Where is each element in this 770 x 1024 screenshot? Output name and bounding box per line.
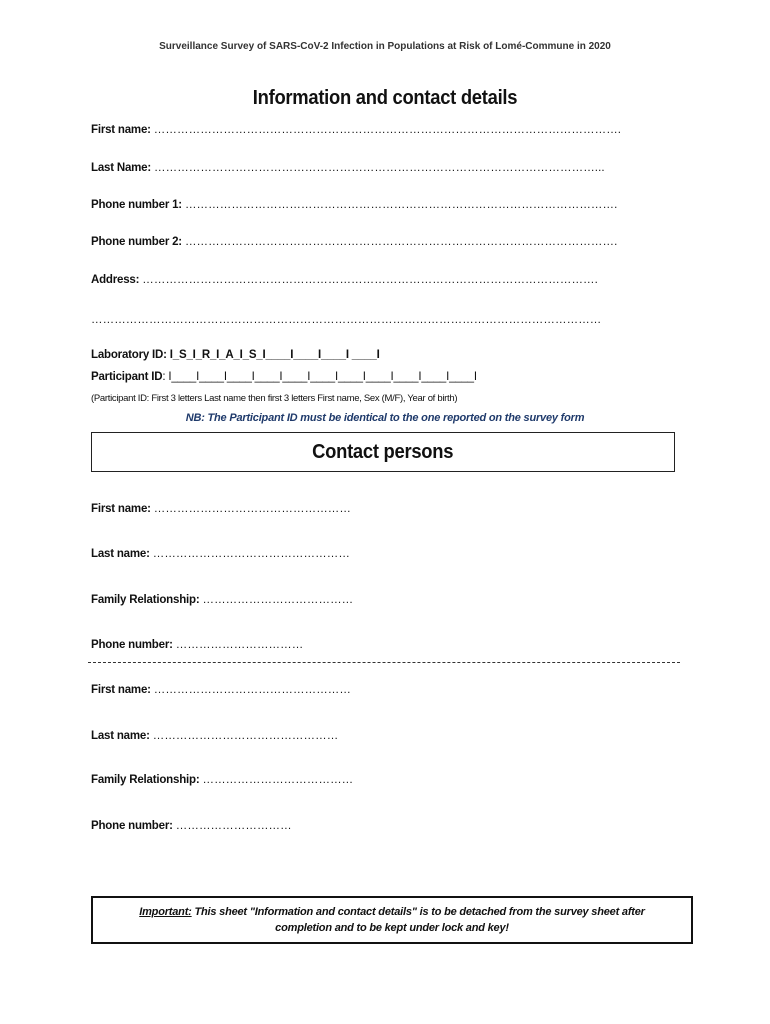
contact1-relationship-field[interactable] (91, 594, 353, 606)
contact2-last-name-blank: ………………………………………… (152, 730, 339, 742)
contact2-phone-field[interactable] (91, 820, 292, 832)
address-blank: ………………………………………………………………………………………………………. (142, 274, 598, 286)
contact1-last-name-field[interactable] (91, 548, 350, 560)
important-notice-line-1 (139, 904, 645, 920)
contacts-divider (88, 662, 680, 663)
contact2-last-name-label: Last name: (91, 730, 150, 742)
phone-number-1-field[interactable] (91, 199, 671, 211)
phone-number-1-blank: …………………………………………………………………………………………………. (184, 199, 618, 211)
contact2-last-name-field[interactable] (91, 730, 338, 742)
contact2-first-name-label: First name: (91, 684, 151, 696)
laboratory-id[interactable]: Laboratory ID: I_S_I_R_I_A_I_S_I____I____I____I ____I (91, 349, 380, 361)
participant-id-boxes: : I____I____I____I____I____I____I____I____I____I____I____I (162, 371, 477, 383)
phone-number-1-label: Phone number 1: (91, 199, 182, 211)
contact1-phone-label: Phone number: (91, 639, 173, 651)
important-text-1: This sheet "Information and contact details" is to be detached from the survey sheet after (191, 906, 645, 918)
contact1-relationship-blank: ………………………………… (202, 594, 354, 606)
contact2-phone-label: Phone number: (91, 820, 173, 832)
contact2-phone-blank: ………………………… (175, 820, 292, 832)
section-title-contacts: Contact persons (312, 440, 454, 463)
contact-persons-header-box (91, 432, 675, 472)
important-label: Important: (139, 906, 192, 918)
contact2-first-name-blank: …………………………………………… (153, 684, 351, 696)
address-line-2-blank: …………………………………………………………………………………………………………………… (91, 314, 602, 326)
contact1-phone-field[interactable] (91, 639, 303, 651)
last-name-field[interactable] (91, 162, 671, 174)
first-name-field[interactable] (91, 124, 671, 136)
phone-number-2-blank: …………………………………………………………………………………………………. (184, 236, 618, 248)
section-title-information: Information and contact details (252, 87, 518, 109)
contact1-first-name-label: First name: (91, 503, 151, 515)
address-field[interactable] (91, 274, 671, 286)
contact1-relationship-label: Family Relationship: (91, 594, 200, 606)
phone-number-2-label: Phone number 2: (91, 236, 182, 248)
important-notice-box (91, 896, 693, 944)
contact1-last-name-label: Last name: (91, 548, 150, 560)
important-notice-line-2: completion and to be kept under lock and key! (275, 922, 509, 934)
contact1-first-name-blank: …………………………………………… (153, 503, 351, 515)
address-label: Address: (91, 274, 140, 286)
phone-number-2-field[interactable] (91, 236, 671, 248)
contact2-relationship-blank: ………………………………… (202, 774, 354, 786)
first-name-blank: …………………………………………………………………………………………………………. (153, 124, 622, 136)
contact2-first-name-field[interactable] (91, 684, 351, 696)
contact1-first-name-field[interactable] (91, 503, 351, 515)
contact2-relationship-field[interactable] (91, 774, 353, 786)
address-line-2-field[interactable] (91, 314, 671, 326)
survey-header: Surveillance Survey of SARS-CoV-2 Infection in Populations at Risk of Lomé-Commune in 2020 (159, 41, 611, 52)
nb-note: NB: The Participant ID must be identical to the one reported on the survey form (185, 412, 585, 424)
participant-id-label: Participant ID (91, 371, 163, 383)
participant-id[interactable] (91, 371, 477, 383)
contact1-phone-blank: …………………………… (175, 639, 304, 651)
last-name-blank: ……………………………………………………………………………………………………... (154, 162, 605, 174)
first-name-label: First name: (91, 124, 151, 136)
participant-id-note: (Participant ID: First 3 letters Last name then first 3 letters First name, Sex (M/F), Year of birth) (91, 393, 458, 404)
contact2-relationship-label: Family Relationship: (91, 774, 200, 786)
contact1-last-name-blank: …………………………………………… (152, 548, 350, 560)
last-name-label: Last Name: (91, 162, 151, 174)
